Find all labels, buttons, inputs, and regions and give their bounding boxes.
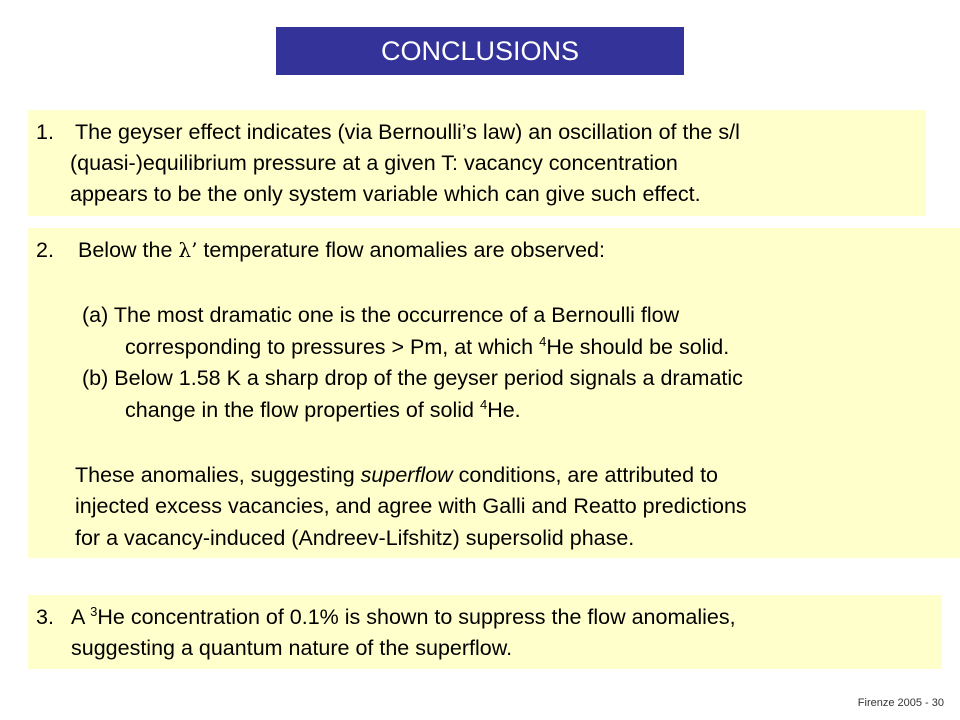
superscript-4: 4 <box>539 334 547 349</box>
conclusion-1-panel <box>28 110 926 216</box>
subitem-a-text-2-end: He should be solid. <box>546 335 730 359</box>
conclusion-2-panel <box>28 228 960 558</box>
conclusion-3-number: 3. <box>36 605 54 629</box>
subitem-b-line-2 <box>125 395 521 427</box>
intro-text-before: Below the <box>78 238 179 262</box>
subitem-a-line-1 <box>82 300 679 332</box>
conclusion-3-panel <box>28 595 942 669</box>
summary-emphasis: superflow <box>360 463 453 487</box>
conclusion-2-intro <box>78 235 605 267</box>
intro-text-after: temperature flow anomalies are observed: <box>197 238 605 262</box>
conclusion-1-line-2: (quasi-)equilibrium pressure at a given T: vacancy concentration <box>70 151 678 175</box>
subitem-a-line-2 <box>125 332 729 364</box>
superscript-4: 4 <box>479 397 488 412</box>
subitem-a-text-1: The most dramatic one is the occurrence of a Bernoulli flow <box>113 303 680 327</box>
subitem-a-label: (a) <box>82 303 109 327</box>
conclusion-1-line-1: The geyser effect indicates (via Bernoulli’s law) an oscillation of the s/l <box>75 120 740 144</box>
subitem-b-label: (b) <box>82 366 109 390</box>
conclusion-1-number: 1. <box>36 120 54 144</box>
summary-text-after: conditions, are attributed to <box>452 463 718 487</box>
slide-footer: Firenze 2005 - 30 <box>857 697 944 709</box>
subitem-a-text-2: corresponding to pressures > Pm, at which <box>125 335 540 359</box>
subitem-b-text-2-end: He. <box>487 398 521 422</box>
lambda-prime-symbol: λ’ <box>178 238 198 262</box>
subitem-b-text-1: Below 1.58 K a sharp drop of the geyser period signals a dramatic <box>114 366 743 390</box>
conclusion-3-line-2: suggesting a quantum nature of the superflow. <box>71 636 513 660</box>
conclusion-1-line-3: appears to be the only system variable which can give such effect. <box>70 182 701 206</box>
conclusion-3-text-after: He concentration of 0.1% is shown to suppress the flow anomalies, <box>97 605 736 629</box>
summary-line-1 <box>75 460 718 492</box>
conclusion-2-number: 2. <box>36 238 54 262</box>
summary-line-3: for a vacancy-induced (Andreev-Lifshitz) supersolid phase. <box>75 526 635 550</box>
summary-text-before: These anomalies, suggesting <box>75 463 361 487</box>
conclusion-3-line-1 <box>71 602 736 634</box>
conclusion-3-text-before: A <box>71 605 91 629</box>
superscript-3: 3 <box>90 604 98 619</box>
slide-title: CONCLUSIONS <box>276 27 684 75</box>
summary-line-2: injected excess vacancies, and agree with Galli and Reatto predictions <box>75 494 747 518</box>
subitem-b-text-2: change in the flow properties of solid <box>125 398 480 422</box>
subitem-b-line-1 <box>82 363 743 395</box>
